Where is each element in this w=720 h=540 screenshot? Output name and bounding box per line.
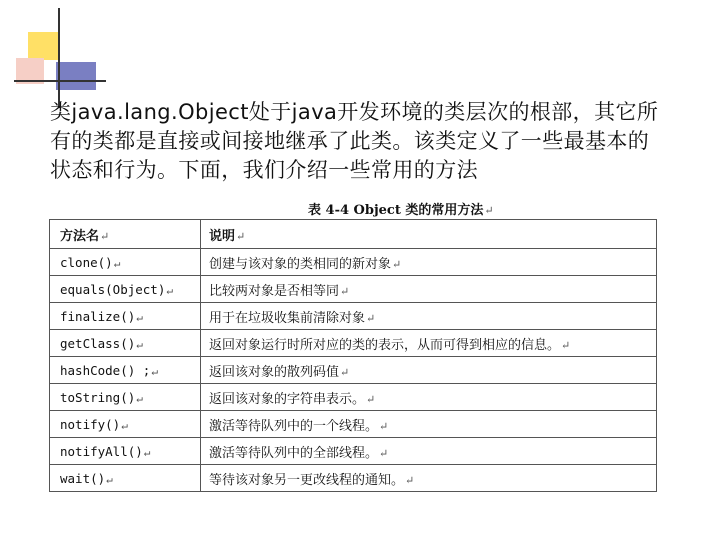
- method-description-cell: 用于在垃圾收集前清除对象↵: [201, 303, 657, 330]
- method-description-cell: 返回对象运行时所对应的类的表示，从而可得到相应的信息。↵: [201, 330, 657, 357]
- method-name-cell: toString()↵: [50, 384, 201, 411]
- intro-paragraph: 类java.lang.Object处于java开发环境的类层次的根部，其它所有的类都是直接或间接地继承了此类。该类定义了一些最基本的状态和行为。下面，我们介绍一些常用的方法: [50, 100, 659, 182]
- method-name-cell: getClass()↵: [50, 330, 201, 357]
- paragraph-mark-icon: ↵: [121, 418, 128, 432]
- table-caption-text: 表 4-4 Object 类的常用方法: [308, 203, 484, 218]
- paragraph-mark-icon: ↵: [340, 284, 350, 298]
- method-description-cell: 创建与该对象的类相同的新对象↵: [201, 249, 657, 276]
- method-name-cell: notifyAll()↵: [50, 438, 201, 465]
- header-method-name: 方法名↵: [50, 220, 201, 249]
- table-row: [50, 303, 657, 330]
- table-row: [50, 276, 657, 303]
- paragraph-mark-icon: ↵: [405, 473, 415, 487]
- method-name-cell: wait()↵: [50, 465, 201, 492]
- table-header-row: [50, 220, 657, 249]
- table-row: [50, 411, 657, 438]
- decor-yellow-square: [28, 32, 58, 60]
- table-row: [50, 438, 657, 465]
- paragraph-mark-icon: ↵: [561, 338, 571, 352]
- object-methods-table: [49, 219, 657, 492]
- method-description-cell: 等待该对象另一更改线程的通知。↵: [201, 465, 657, 492]
- table-row: [50, 330, 657, 357]
- decor-vertical-line: [58, 8, 60, 108]
- decor-blue-square: [56, 62, 96, 90]
- method-description-cell: 比较两对象是否相等同↵: [201, 276, 657, 303]
- paragraph-mark-icon: ↵: [136, 310, 143, 324]
- table-row: [50, 384, 657, 411]
- method-description-cell: 激活等待队列中的全部线程。↵: [201, 438, 657, 465]
- method-name-cell: equals(Object)↵: [50, 276, 201, 303]
- method-name-cell: finalize()↵: [50, 303, 201, 330]
- paragraph-mark-icon: ↵: [136, 391, 143, 405]
- method-name-cell: notify()↵: [50, 411, 201, 438]
- method-name-cell: hashCode() ;↵: [50, 357, 201, 384]
- table-caption: [308, 199, 494, 218]
- paragraph-mark-icon: ↵: [151, 364, 158, 378]
- paragraph-mark-icon: ↵: [484, 204, 494, 217]
- paragraph-mark-icon: ↵: [236, 229, 246, 243]
- method-description-cell: 返回该对象的散列码值↵: [201, 357, 657, 384]
- method-name-cell: clone()↵: [50, 249, 201, 276]
- paragraph-mark-icon: ↵: [366, 311, 376, 325]
- table-row: [50, 249, 657, 276]
- paragraph-mark-icon: ↵: [379, 419, 389, 433]
- paragraph-mark-icon: ↵: [340, 365, 350, 379]
- table-row: [50, 465, 657, 492]
- header-description: 说明↵: [201, 220, 657, 249]
- paragraph-mark-icon: ↵: [366, 392, 376, 406]
- paragraph-mark-icon: ↵: [166, 283, 173, 297]
- paragraph-mark-icon: ↵: [379, 446, 389, 460]
- paragraph-mark-icon: ↵: [113, 256, 121, 270]
- method-description-cell: 激活等待队列中的一个线程。↵: [201, 411, 657, 438]
- paragraph-mark-icon: ↵: [106, 472, 113, 486]
- decor-horizontal-line: [14, 80, 106, 82]
- paragraph-mark-icon: ↵: [143, 445, 151, 459]
- method-description-cell: 返回该对象的字符串表示。↵: [201, 384, 657, 411]
- paragraph-mark-icon: ↵: [392, 257, 402, 271]
- table-row: [50, 357, 657, 384]
- paragraph-mark-icon: ↵: [100, 229, 110, 243]
- paragraph-mark-icon: ↵: [136, 337, 143, 351]
